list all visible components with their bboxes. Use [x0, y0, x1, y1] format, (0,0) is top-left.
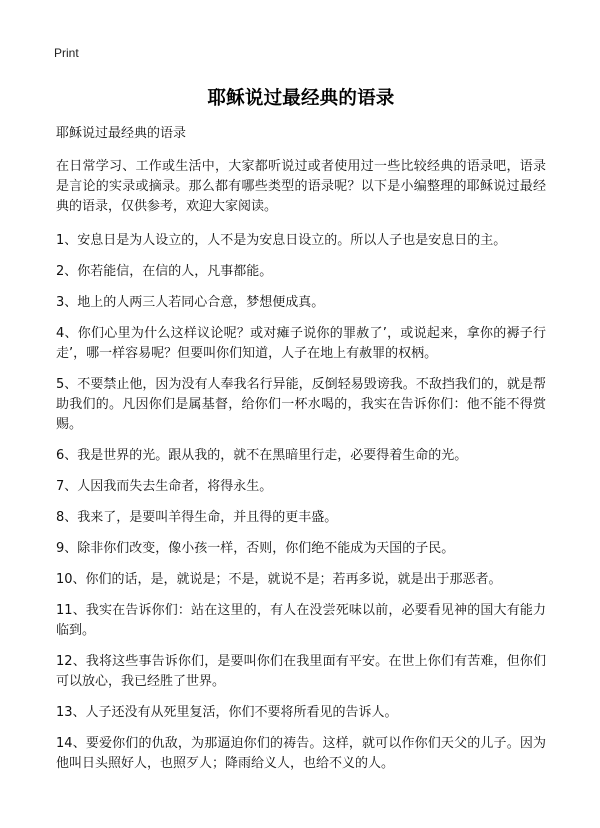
quote-item-9: 9、除非你们改变，像小孩一样，否则，你们绝不能成为天国的子民。: [56, 541, 455, 556]
quote-item-11: 11、我实在告诉你们：站在这里的，有人在没尝死味以前，必要看见神的国大有能力临到。: [56, 603, 546, 638]
quote-item-14: 14、要爱你们的仇敌，为那逼迫你们的祷告。这样，就可以作你们天父的儿子。因为他叫日头照好人，也照歹人；降雨给义人，也给不义的人。: [56, 736, 546, 771]
quote-item-10: 10、你们的话，是，就说是；不是，就说不是；若再多说，就是出于那恶者。: [56, 572, 502, 587]
quote-item-2: 2、你若能信，在信的人，凡事都能。: [56, 264, 273, 279]
article-title: 耶稣说过最经典的语录: [207, 88, 395, 109]
quote-item-1: 1、安息日是为人设立的，人不是为安息日设立的。所以人子也是安息日的主。: [56, 233, 507, 248]
quote-item-6: 6、我是世界的光。跟从我的，就不在黑暗里行走，必要得着生命的光。: [56, 448, 468, 463]
quote-item-3: 3、地上的人两三人若同心合意，梦想便成真。: [56, 295, 325, 310]
print-link[interactable]: Print: [54, 46, 79, 60]
article-subtitle: 耶稣说过最经典的语录: [56, 126, 187, 141]
quote-list: [56, 231, 546, 774]
quote-item-8: 8、我来了，是要叫羊得生命，并且得的更丰盛。: [56, 510, 338, 525]
quote-item-5: 5、不要禁止他，因为没有人奉我名行异能，反倒轻易毁谤我。不敌挡我们的，就是帮助我们的。凡因你们是属基督，给你们一杯水喝的，我实在告诉你们：他不能不得赏赐。: [56, 377, 546, 432]
intro-paragraph: 在日常学习、工作或生活中，大家都听说过或者使用过一些比较经典的语录吧，语录是言论的实录或摘录。那么都有哪些类型的语录呢？以下是小编整理的耶稣说过最经典的语录，仅供参考，欢迎大家阅读。: [56, 159, 546, 214]
quote-item-7: 7、人因我而失去生命者，将得永生。: [56, 479, 273, 494]
quote-item-13: 13、人子还没有从死里复活，你们不要将所看见的告诉人。: [56, 705, 398, 720]
quote-item-4: 4、你们心里为什么这样议论呢？或对瘫子说你的罪赦了’，或说起来，拿你的褥子行走’，哪一样容易呢？但要叫你们知道，人子在地上有赦罪的权柄。: [56, 326, 546, 361]
quote-item-12: 12、我将这些事告诉你们，是要叫你们在我里面有平安。在世上你们有苦难，但你们可以放心，我已经胜了世界。: [56, 654, 546, 689]
